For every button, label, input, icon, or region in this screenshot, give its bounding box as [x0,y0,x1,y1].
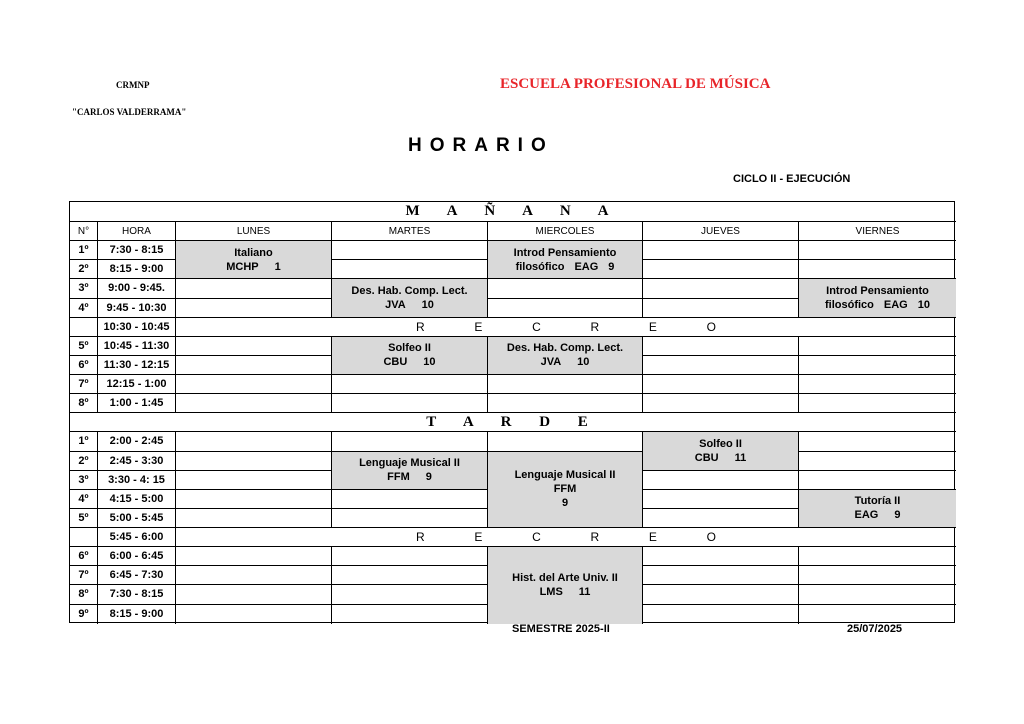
empty-cell [799,356,956,375]
empty-cell [176,299,332,318]
empty-cell [176,605,332,624]
row-num: 1º [70,432,98,451]
row-time: 6:45 - 7:30 [98,566,176,585]
course-teacher: LMS [539,586,563,599]
empty-cell [643,509,799,528]
col-header-jueves: JUEVES [643,222,799,241]
empty-cell [176,452,332,471]
semester-label: SEMESTRE 2025-II [512,623,610,635]
org-abbrev: CRMNP [116,80,150,90]
course-room: 9 [608,260,615,273]
empty-cell [643,471,799,490]
empty-cell [643,585,799,604]
empty-cell [643,605,799,624]
row-num: 3º [70,471,98,490]
course-name: Solfeo II [388,342,431,355]
morning-label: M A Ñ A N A [405,203,621,219]
course-room: 10 [917,299,930,311]
empty-cell [799,585,956,604]
empty-cell [643,566,799,585]
row-num: 9º [70,605,98,624]
row-num: 4º [70,490,98,509]
course-name: Solfeo II [699,438,742,450]
course-room: 11 [734,452,747,464]
course-name: Introd Pensamiento [826,285,929,297]
empty-cell [799,452,956,471]
course-codes [383,355,435,369]
empty-cell [799,605,956,624]
course-teacher: CBU [383,356,408,369]
course-teacher: CBU [694,452,719,464]
course-codes [541,355,590,369]
empty-cell [332,566,488,585]
row-num: 5º [70,337,98,356]
course-solfeo-martes [332,337,488,375]
row-num: 7º [70,375,98,394]
empty-cell [176,547,332,566]
row-num: 2º [70,260,98,279]
course-room: 10 [421,299,434,311]
afternoon-label: T A R D E [426,413,600,430]
row-time: 5:45 - 6:00 [98,528,176,547]
empty-cell [799,337,956,356]
empty-cell [332,260,488,279]
break-label: R E C R E O [416,319,716,334]
afternoon-break-row [176,528,956,547]
empty-cell [332,394,488,413]
empty-cell [643,279,799,298]
empty-cell [332,375,488,394]
empty-cell [176,432,332,451]
course-codes [516,260,615,274]
row-num: 7º [70,566,98,585]
empty-cell [176,490,332,509]
org-name: "CARLOS VALDERRAMA" [72,107,187,117]
course-teacher: EAG [854,509,879,522]
empty-cell [643,337,799,356]
course-name-2: filosófico [825,299,874,311]
empty-cell [176,585,332,604]
course-teacher: FFM [553,483,577,496]
empty-cell [643,394,799,413]
empty-cell [176,337,332,356]
course-room: 11 [578,586,591,599]
course-room: 9 [561,497,569,510]
course-codes [695,451,746,465]
empty-cell [488,279,643,298]
col-header-time: HORA [98,222,176,241]
school-title: ESCUELA PROFESIONAL DE MÚSICA [500,76,771,92]
course-room: 10 [423,356,436,369]
course-italiano [176,241,332,279]
course-name: Lenguaje Musical II [514,469,616,482]
row-num: 5º [70,509,98,528]
course-deshab-martes [332,279,488,317]
row-num: 1º [70,241,98,260]
row-time: 10:30 - 10:45 [98,318,176,337]
course-room: 9 [425,471,432,484]
row-time: 8:15 - 9:00 [98,605,176,624]
empty-cell [176,279,332,298]
empty-cell [176,394,332,413]
row-num: 4º [70,299,98,318]
course-lenguaje-martes [332,452,488,490]
course-teacher: MCHP [226,260,259,273]
empty-cell [643,241,799,260]
empty-cell [488,299,643,318]
empty-cell [799,260,956,279]
course-teacher: EAG [574,260,599,273]
row-time: 11:30 - 12:15 [98,356,176,375]
course-name: Hist. del Arte Univ. II [512,572,618,585]
document-date: 25/07/2025 [847,623,903,635]
page-title: HORARIO [408,135,554,156]
empty-cell [176,509,332,528]
empty-cell [176,566,332,585]
cycle-label: CICLO II - EJECUCIÓN [733,173,851,185]
row-num: 8º [70,394,98,413]
afternoon-section-title [70,413,956,432]
row-time: 12:15 - 1:00 [98,375,176,394]
row-num: 8º [70,585,98,604]
course-teacher: JVA [385,299,406,311]
row-time: 7:30 - 8:15 [98,241,176,260]
course-name: Lenguaje Musical II [359,457,460,470]
row-num [70,528,98,547]
course-name: Des. Hab. Comp. Lect. [506,342,624,355]
row-time: 9:45 - 10:30 [98,299,176,318]
row-time: 8:15 - 9:00 [98,260,176,279]
course-teacher: EAG [883,299,908,311]
empty-cell [643,547,799,566]
row-time: 3:30 - 4: 15 [98,471,176,490]
empty-cell [799,432,956,451]
empty-cell [799,394,956,413]
row-num [70,318,98,337]
row-time: 9:00 - 9:45. [98,279,176,298]
course-solfeo-jueves [643,432,799,470]
empty-cell [799,547,956,566]
empty-cell [176,471,332,490]
course-room: 9 [894,509,901,522]
col-header-viernes: VIERNES [799,222,956,241]
course-lenguaje-miercoles [488,452,643,529]
course-name: Introd Pensamiento [513,246,617,259]
empty-cell [799,375,956,394]
course-name: Italiano [234,246,273,259]
empty-cell [488,432,643,451]
morning-break-row [176,318,956,337]
row-time: 5:00 - 5:45 [98,509,176,528]
empty-cell [643,490,799,509]
empty-cell [332,490,488,509]
col-header-martes: MARTES [332,222,488,241]
empty-cell [332,509,488,528]
empty-cell [332,547,488,566]
course-codes [385,298,434,312]
empty-cell [488,394,643,413]
col-header-num: N° [70,222,98,241]
empty-cell [176,356,332,375]
course-room: 1 [274,260,281,273]
course-room: 10 [577,356,590,369]
row-time: 7:30 - 8:15 [98,585,176,604]
empty-cell [332,585,488,604]
course-teacher: JVA [540,356,562,369]
course-codes [540,585,591,599]
row-num: 3º [70,279,98,298]
empty-cell [176,375,332,394]
empty-cell [643,356,799,375]
empty-cell [799,471,956,490]
course-codes [226,260,281,274]
course-tutoria-viernes [799,490,956,528]
course-deshab-miercoles [488,337,643,375]
row-time: 10:45 - 11:30 [98,337,176,356]
row-num: 6º [70,356,98,375]
empty-cell [799,566,956,585]
row-time: 4:15 - 5:00 [98,490,176,509]
course-codes [387,470,432,484]
course-hist-miercoles [488,547,643,624]
empty-cell [643,299,799,318]
col-header-lunes: LUNES [176,222,332,241]
col-header-miercoles: MIERCOLES [488,222,643,241]
row-num: 2º [70,452,98,471]
empty-cell [332,605,488,624]
course-introd-viernes [799,279,956,317]
course-codes [825,298,930,312]
empty-cell [488,375,643,394]
row-time: 2:45 - 3:30 [98,452,176,471]
empty-cell [332,432,488,451]
morning-section-title [70,202,956,222]
row-num: 6º [70,547,98,566]
course-name: Des. Hab. Comp. Lect. [351,285,468,297]
row-time: 1:00 - 1:45 [98,394,176,413]
course-name: Tutoría II [854,495,901,508]
empty-cell [332,241,488,260]
empty-cell [643,375,799,394]
row-time: 2:00 - 2:45 [98,432,176,451]
course-teacher: FFM [387,471,410,484]
break-label: R E C R E O [416,530,716,545]
course-codes [855,508,901,522]
course-introd-miercoles [488,241,643,279]
schedule-table [69,201,955,623]
empty-cell [799,241,956,260]
empty-cell [643,260,799,279]
course-name-2: filosófico [515,260,565,273]
row-time: 6:00 - 6:45 [98,547,176,566]
